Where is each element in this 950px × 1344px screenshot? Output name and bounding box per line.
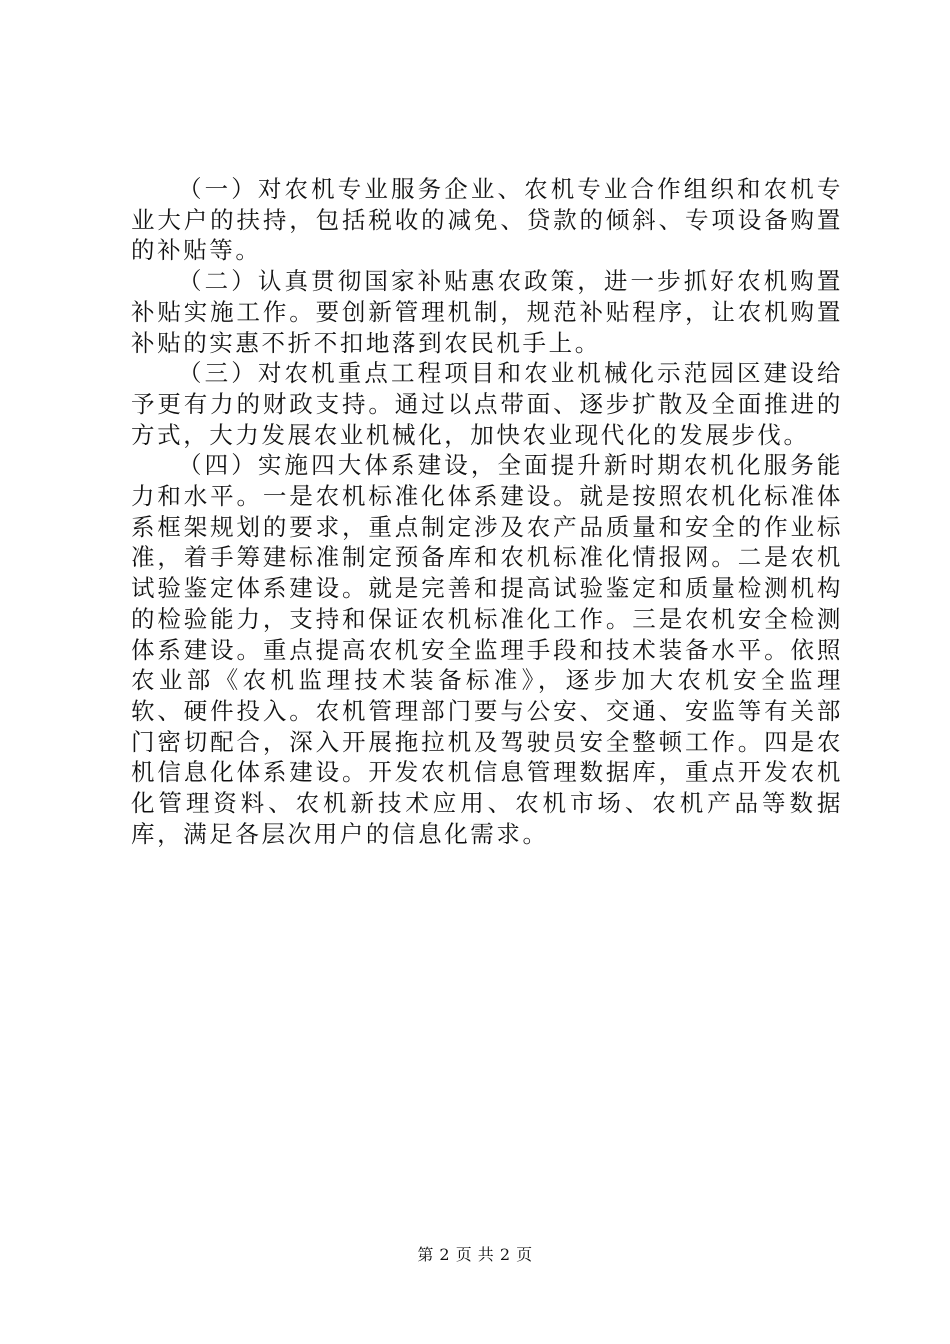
page-number-footer: 第 2 页 共 2 页 [417, 1245, 533, 1264]
paragraph-4: （四）实施四大体系建设，全面提升新时期农机化服务能力和水平。一是农机标准化体系建设。就是按照农机化标准体系框架规划的要求，重点制定涉及农产品质量和安全的作业标准，着手筹建标准制定预备库和农机标准化情报网。二是农机试验鉴定体系建设。就是完善和提高试验鉴定和质量检测机构的检验能力，支持和保证农机标准化工作。三是农机安全检测体系建设。重点提高农机安全监理手段和技术装备水平。依照农业部《农机监理技术装备标准》，逐步加大农机安全监理软、硬件投入。农机管理部门要与公安、交通、安监等有关部门密切配合，深入开展拖拉机及驾驶员安全整顿工作。四是农机信息化体系建设。开发农机信息管理数据库，重点开发农机化管理资料、农机新技术应用、农机市场、农机产品等数据库，满足各层次用户的信息化需求。 [131, 451, 843, 848]
paragraph-1: （一）对农机专业服务企业、农机专业合作组织和农机专业大户的扶持，包括税收的减免、贷款的倾斜、专项设备购置的补贴等。 [131, 175, 843, 265]
document-body [131, 174, 843, 849]
paragraph-3: （三）对农机重点工程项目和农业机械化示范园区建设给予更有力的财政支持。通过以点带面、逐步扩散及全面推进的方式，大力发展农业机械化，加快农业现代化的发展步伐。 [131, 359, 843, 449]
paragraph-2: （二）认真贯彻国家补贴惠农政策，进一步抓好农机购置补贴实施工作。要创新管理机制，规范补贴程序，让农机购置补贴的实惠不折不扣地落到农民机手上。 [131, 267, 843, 357]
